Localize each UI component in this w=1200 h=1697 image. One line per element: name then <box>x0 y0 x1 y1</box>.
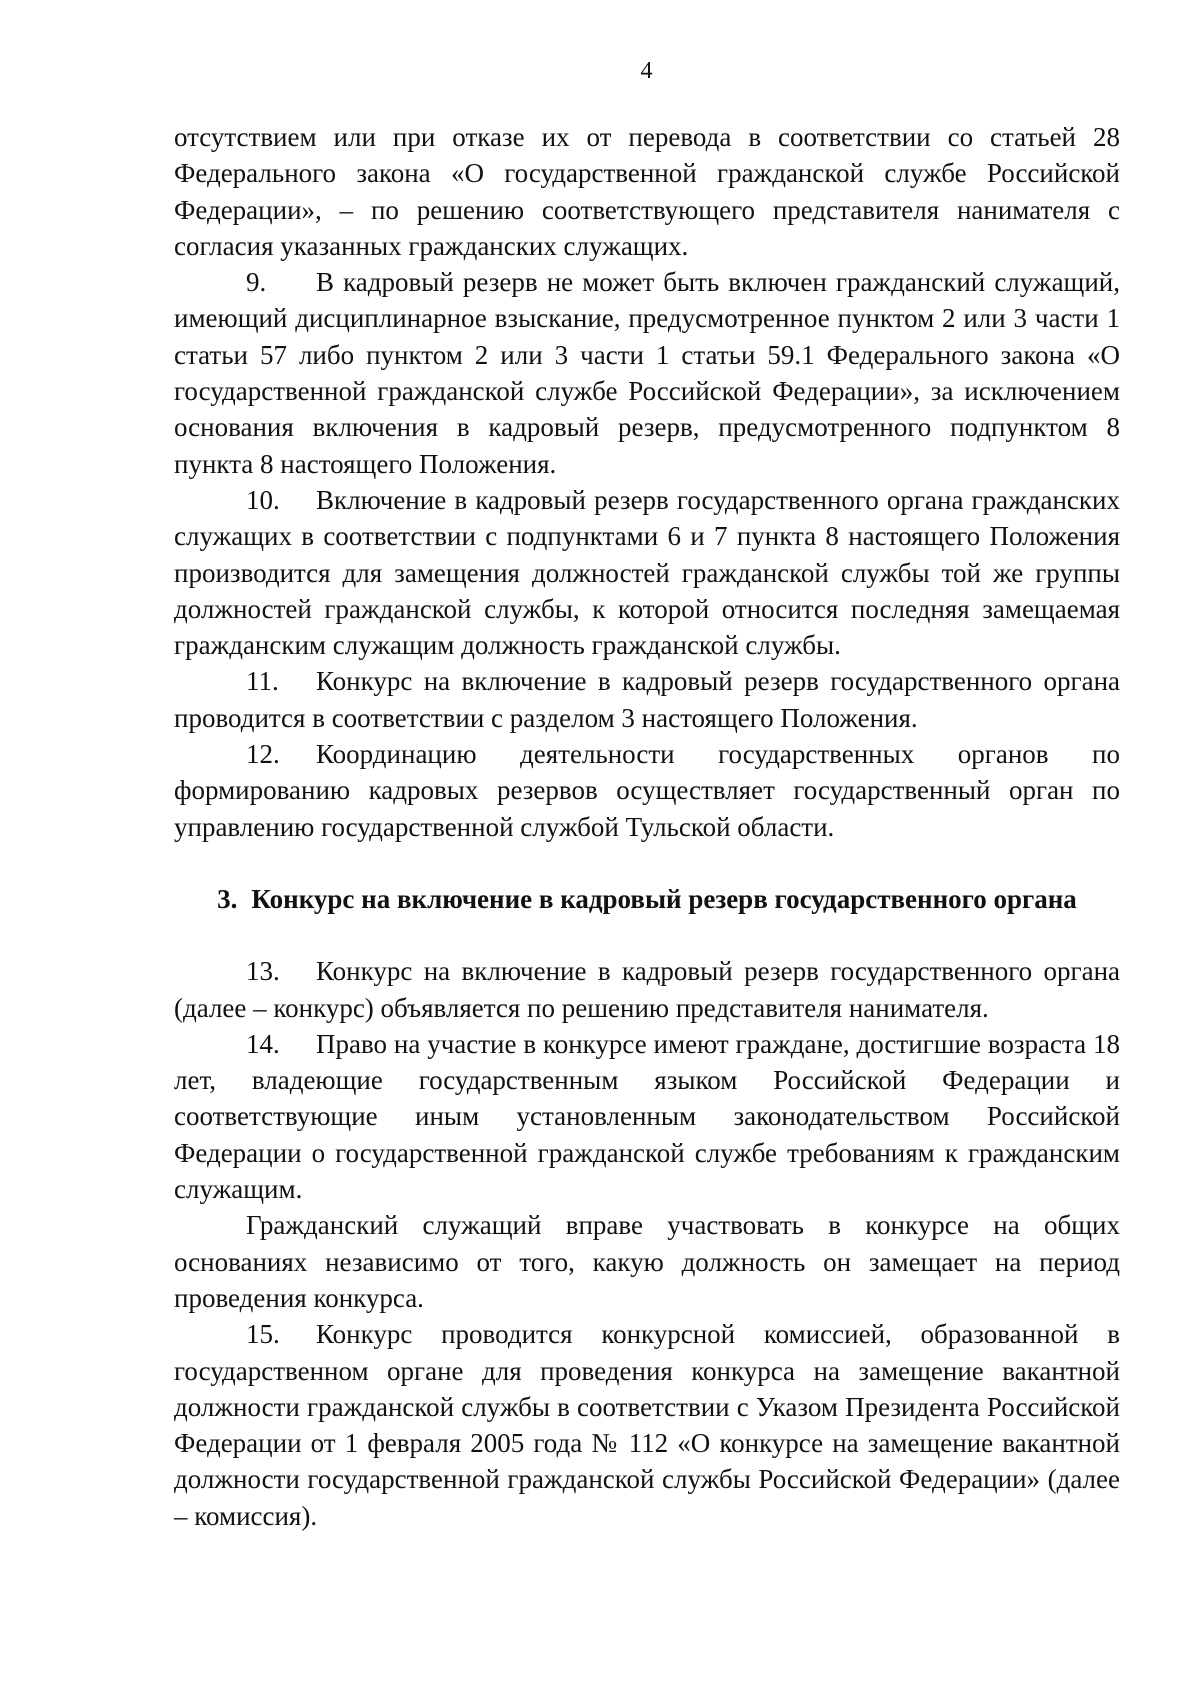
paragraph-text: Конкурс проводится конкурсной комиссией, образованной в государственном органе для проведения конкурса на замещение вакантной должности гражданской службы в соответствии с Указом Президента Российской Федерации от 1 февраля 2005 года № 112 «О конкурсе на замещение вакантной должности государственной гражданской службы Российской Федерации» (далее – комиссия). <box>174 1319 1120 1531</box>
paragraph-text: Конкурс на включение в кадровый резерв государственного органа (далее – конкурс) объявляется по решению представителя нанимателя. <box>174 956 1120 1023</box>
paragraph-number: 14. <box>246 1028 280 1059</box>
paragraph-11 <box>174 663 1120 736</box>
page-number: 4 <box>640 58 653 84</box>
paragraphs-before-section <box>174 119 1120 845</box>
paragraph-9 <box>174 264 1120 482</box>
paragraph-text: В кадровый резерв не может быть включен гражданский служащий, имеющий дисциплинарное взыскание, предусмотренное пунктом 2 или 3 части 1 статьи 57 либо пунктом 2 или 3 части 1 статьи 59.1 Федерального закона «О государственной гражданской службе Российской Федерации», за исключением основания включения в кадровый резерв, предусмотренного подпунктом 8 пункта 8 настоящего Положения. <box>174 267 1120 479</box>
paragraph-number: 15. <box>246 1319 280 1350</box>
document-body <box>174 119 1120 1534</box>
paragraph-text: Координацию деятельности государственных органов по формированию кадровых резервов осуществляет государственный орган по управлению государственной службой Тульской области. <box>174 739 1120 842</box>
paragraph-14 <box>174 1026 1120 1207</box>
paragraph-14-continuation <box>174 1207 1120 1316</box>
paragraph-15 <box>174 1316 1120 1534</box>
paragraph-number: 11. <box>246 666 279 697</box>
paragraph-13 <box>174 953 1120 1026</box>
paragraphs-after-section <box>174 953 1120 1534</box>
paragraph-text: Гражданский служащий вправе участвовать в конкурсе на общих основаниях независимо от того, какую должность он замещает на период проведения конкурса. <box>174 1210 1120 1313</box>
paragraph-text: Конкурс на включение в кадровый резерв государственного органа проводится в соответствии с разделом 3 настоящего Положения. <box>174 666 1120 733</box>
paragraph-text: Включение в кадровый резерв государственного органа гражданских служащих в соответствии с подпунктами 6 и 7 пункта 8 настоящего Положения производится для замещения должностей гражданской службы той же группы должностей гражданской службы, к которой относится последняя замещаемая гражданским служащим должность гражданской службы. <box>174 484 1120 661</box>
paragraph-number: 10. <box>246 484 280 515</box>
section-heading <box>174 881 1120 917</box>
paragraph-text: отсутствием или при отказе их от перевода в соответствии со статьей 28 Федерального закона «О государственной гражданской службе Российской Федерации», – по решению соответствующего представителя нанимателя с согласия указанных гражданских служащих. <box>174 122 1120 261</box>
paragraph-number: 12. <box>246 739 280 770</box>
section-title: Конкурс на включение в кадровый резерв государственного органа <box>251 883 1077 914</box>
section-number: 3. <box>217 883 238 914</box>
paragraph-10 <box>174 482 1120 663</box>
paragraph-12 <box>174 736 1120 845</box>
paragraph-number: 9. <box>246 267 267 298</box>
paragraph-continuation <box>174 119 1120 264</box>
paragraph-number: 13. <box>246 956 280 987</box>
paragraph-text: Право на участие в конкурсе имеют граждане, достигшие возраста 18 лет, владеющие государственным языком Российской Федерации и соответствующие иным установленным законодательством Российской Федерации о государственной гражданской службе требованиям к гражданским служащим. <box>174 1028 1120 1205</box>
